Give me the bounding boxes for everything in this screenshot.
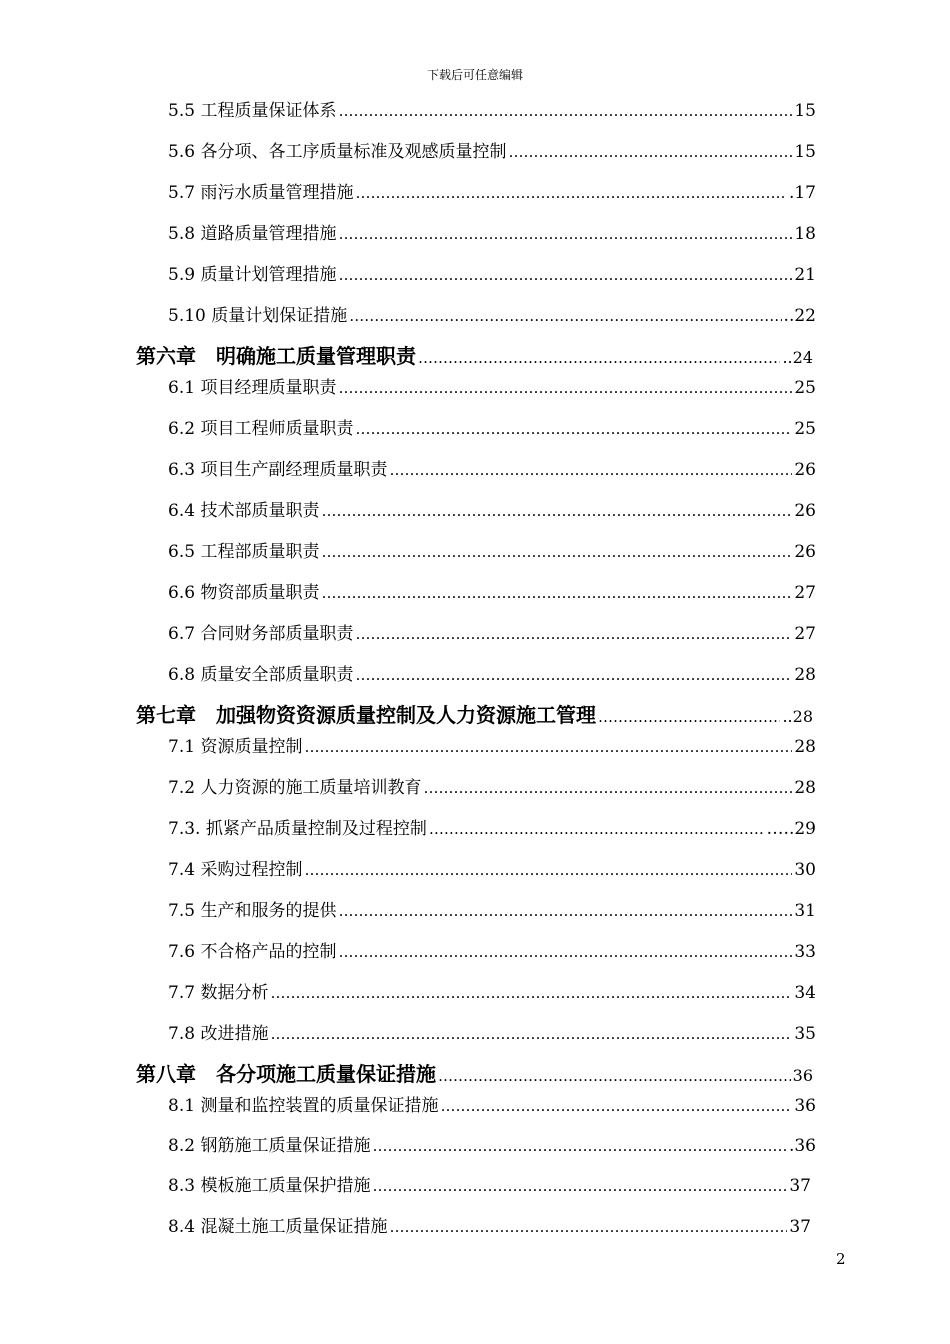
- toc-entry-page: ..22: [783, 306, 816, 326]
- toc-leader-dots: [270, 984, 792, 1002]
- toc-leader-dots: [389, 461, 792, 479]
- toc-entry[interactable]: [168, 455, 816, 480]
- toc-chapter-entry[interactable]: [136, 340, 813, 369]
- toc-entry-title: 6.4 技术部质量职责: [168, 501, 320, 521]
- toc-leader-dots: [418, 349, 780, 367]
- toc-entry-title: 7.4 采购过程控制: [168, 860, 303, 880]
- toc-leader-dots: [338, 225, 792, 243]
- toc-entry-page: .36: [788, 1136, 816, 1156]
- toc-entry-title: 7.7 数据分析: [168, 983, 269, 1003]
- toc-entry-page: 25: [794, 419, 816, 439]
- toc-leader-dots: [304, 861, 792, 879]
- toc-entry-title: 5.9 质量计划管理措施: [168, 265, 337, 285]
- toc-entry-page: ..24: [782, 348, 813, 367]
- toc-leader-dots: [438, 1067, 791, 1085]
- toc-entry-page: 30: [794, 860, 816, 880]
- toc-entry[interactable]: [168, 178, 816, 203]
- toc-entry[interactable]: [168, 660, 816, 685]
- toc-leader-dots: [338, 266, 792, 284]
- toc-entry[interactable]: [168, 978, 816, 1003]
- toc-leader-dots: [321, 543, 792, 561]
- toc-entry-title: 5.6 各分项、各工序质量标准及观感质量控制: [168, 142, 507, 162]
- toc-entry-title: 6.6 物资部质量职责: [168, 583, 320, 603]
- toc-entry-title: 5.7 雨污水质量管理措施: [168, 183, 354, 203]
- toc-entry[interactable]: [168, 855, 816, 880]
- toc-entry-page: 26: [794, 542, 816, 562]
- toc-entry[interactable]: [168, 773, 816, 798]
- toc-entry-page: 28: [794, 665, 816, 685]
- toc-entry-title: 7.2 人力资源的施工质量培训教育: [168, 778, 422, 798]
- toc-leader-dots: [355, 184, 787, 202]
- toc-entry-page: 36: [792, 1066, 813, 1085]
- toc-entry[interactable]: [168, 937, 816, 962]
- toc-leader-dots: [598, 708, 780, 726]
- toc-entry-page: 28: [794, 737, 816, 757]
- toc-leader-dots: [389, 1218, 787, 1236]
- toc-leader-dots: [355, 625, 792, 643]
- toc-entry-title: 7.3. 抓紧产品质量控制及过程控制: [168, 819, 427, 839]
- toc-entry-page: 26: [794, 460, 816, 480]
- toc-entry[interactable]: [168, 1131, 816, 1156]
- toc-entry[interactable]: [168, 96, 816, 121]
- toc-entry[interactable]: [168, 1212, 811, 1237]
- toc-entry[interactable]: [168, 219, 816, 244]
- toc-entry[interactable]: [168, 496, 816, 521]
- toc-entry-title: 7.6 不合格产品的控制: [168, 942, 337, 962]
- toc-entry-page: 21: [794, 265, 816, 285]
- toc-entry-page: .17: [788, 183, 816, 203]
- toc-entry-page: 25: [794, 378, 816, 398]
- toc-entry-title: 8.2 钢筋施工质量保证措施: [168, 1136, 371, 1156]
- toc-leader-dots: [372, 1177, 787, 1195]
- toc-leader-dots: [321, 502, 792, 520]
- toc-entry-page: 28: [794, 778, 816, 798]
- toc-chapter-entry[interactable]: [136, 699, 813, 728]
- toc-entry-page: ..28: [782, 707, 813, 726]
- page-number: 2: [836, 1250, 846, 1268]
- toc-entry-page: 31: [794, 901, 816, 921]
- toc-leader-dots: [338, 102, 792, 120]
- toc-chapter-title: 第七章 加强物资资源质量控制及人力资源施工管理: [136, 703, 596, 727]
- toc-entry-title: 5.10 质量计划保证措施: [168, 306, 348, 326]
- toc-entry-page: 15: [794, 101, 816, 121]
- toc-leader-dots: [429, 820, 765, 838]
- toc-entry[interactable]: [168, 814, 816, 839]
- toc-entry-title: 5.5 工程质量保证体系: [168, 101, 337, 121]
- toc-entry-title: 8.4 混凝土施工质量保证措施: [168, 1217, 388, 1237]
- toc-entry-title: 6.2 项目工程师质量职责: [168, 419, 354, 439]
- toc-entry[interactable]: [168, 732, 816, 757]
- toc-entry-title: 6.7 合同财务部质量职责: [168, 624, 354, 644]
- toc-leader-dots: [372, 1137, 787, 1155]
- toc-leader-dots: [349, 307, 781, 325]
- toc-entry-title: 8.3 模板施工质量保护措施: [168, 1176, 371, 1196]
- toc-leader-dots: [355, 420, 792, 438]
- toc-chapter-title: 第六章 明确施工质量管理职责: [136, 344, 416, 368]
- toc-entry-page: …..29: [766, 819, 816, 839]
- toc-leader-dots: [270, 1025, 792, 1043]
- toc-leader-dots: [304, 738, 792, 756]
- toc-entry[interactable]: [168, 414, 816, 439]
- toc-entry[interactable]: [168, 578, 816, 603]
- toc-leader-dots: [338, 379, 792, 397]
- toc-leader-dots: [440, 1097, 792, 1115]
- toc-entry[interactable]: [168, 137, 816, 162]
- toc-entry-page: 35: [794, 1024, 816, 1044]
- toc-leader-dots: [338, 902, 792, 920]
- toc-entry-title: 6.8 质量安全部质量职责: [168, 665, 354, 685]
- toc-leader-dots: [508, 143, 792, 161]
- toc-entry-title: 6.5 工程部质量职责: [168, 542, 320, 562]
- toc-entry-page: 15: [794, 142, 816, 162]
- toc-chapter-entry[interactable]: [136, 1058, 813, 1087]
- toc-entry[interactable]: [168, 373, 816, 398]
- toc-entry[interactable]: [168, 1019, 816, 1044]
- toc-entry-page: 37: [789, 1176, 811, 1196]
- toc-leader-dots: [423, 779, 792, 797]
- toc-entry-title: 6.1 项目经理质量职责: [168, 378, 337, 398]
- toc-entry-title: 5.8 道路质量管理措施: [168, 224, 337, 244]
- toc-entry-page: 37: [789, 1217, 811, 1237]
- toc-entry-page: 34: [794, 983, 816, 1003]
- toc-entry-page: 26: [794, 501, 816, 521]
- toc-entry[interactable]: [168, 896, 816, 921]
- toc-entry-title: 7.8 改进措施: [168, 1024, 269, 1044]
- toc-entry[interactable]: [168, 537, 816, 562]
- toc-entry-page: 36: [794, 1096, 816, 1116]
- toc-entry-title: 7.1 资源质量控制: [168, 737, 303, 757]
- toc-entry[interactable]: [168, 1171, 811, 1196]
- toc-entry[interactable]: [168, 619, 816, 644]
- toc-entry-title: 8.1 测量和监控装置的质量保证措施: [168, 1096, 439, 1116]
- toc-leader-dots: [321, 584, 792, 602]
- toc-entry-page: 27: [794, 624, 816, 644]
- toc-entry-page: 18: [794, 224, 816, 244]
- toc-leader-dots: [355, 666, 792, 684]
- toc-entry[interactable]: [168, 260, 816, 285]
- toc-chapter-title: 第八章 各分项施工质量保证措施: [136, 1062, 436, 1086]
- page-header: 下载后可任意编辑: [426, 68, 523, 82]
- toc-entry[interactable]: [168, 301, 816, 326]
- toc-leader-dots: [338, 943, 792, 961]
- toc-entry-title: 6.3 项目生产副经理质量职责: [168, 460, 388, 480]
- toc-entry[interactable]: [168, 1091, 816, 1116]
- toc-entry-title: 7.5 生产和服务的提供: [168, 901, 337, 921]
- toc-entry-page: 27: [794, 583, 816, 603]
- toc-entry-page: 33: [794, 942, 816, 962]
